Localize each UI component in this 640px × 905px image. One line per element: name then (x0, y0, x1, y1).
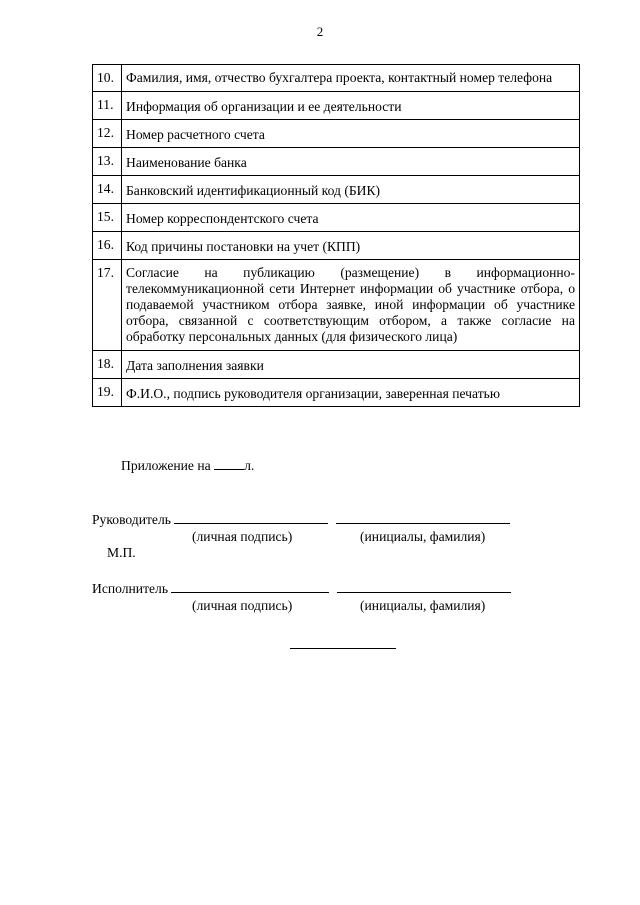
executor-signature-label: Исполнитель (92, 581, 169, 596)
appendix-pages-blank[interactable] (214, 457, 244, 470)
row-text: Номер корреспондентского счета (122, 204, 580, 232)
executor-name-line[interactable] (337, 580, 511, 593)
head-signature-label: Руководитель (92, 512, 171, 527)
appendix-suffix: л. (244, 458, 255, 473)
head-name-line[interactable] (336, 511, 510, 524)
executor-signature-line[interactable] (171, 580, 329, 593)
row-number: 13. (93, 148, 122, 176)
page-number: 2 (316, 24, 324, 39)
head-signature-row (92, 511, 510, 528)
end-divider (290, 648, 396, 649)
table-row (93, 92, 580, 120)
table-row (93, 232, 580, 260)
head-signature-line[interactable] (174, 511, 328, 524)
row-number: 19. (93, 379, 122, 407)
row-text: Банковский идентификационный код (БИК) (122, 176, 580, 204)
row-text: Ф.И.О., подпись руководителя организации, заверенная печатью (122, 379, 580, 407)
row-number: 17. (93, 260, 122, 351)
row-number: 16. (93, 232, 122, 260)
row-text: Информация об организации и ее деятельности (122, 92, 580, 120)
head-signature-caption: (личная подпись) (192, 529, 293, 544)
stamp-place: М.П. (107, 545, 136, 560)
table-row (93, 204, 580, 232)
row-number: 10. (93, 65, 122, 92)
row-text: Фамилия, имя, отчество бухгалтера проекта, контактный номер телефона (122, 65, 580, 92)
table-row (93, 351, 580, 379)
appendix-prefix: Приложение на (121, 458, 215, 473)
row-number: 11. (93, 92, 122, 120)
requirements-table (92, 64, 580, 407)
row-number: 15. (93, 204, 122, 232)
head-name-caption: (инициалы, фамилия) (360, 529, 486, 544)
executor-name-caption: (инициалы, фамилия) (360, 598, 486, 613)
table-row (93, 65, 580, 92)
executor-signature-caption: (личная подпись) (192, 598, 293, 613)
executor-signature-row (92, 580, 511, 597)
row-text: Согласие на публикацию (размещение) в информационно-телекоммуникационной сети Интернет информации об участнике отбора, о подаваемой участником отбора заявке, иной информации об участнике отбора, связанной с соответствующим отбором, а также согласие на обработку персональных данных (для физического лица) (122, 260, 580, 351)
table-row (93, 120, 580, 148)
row-number: 18. (93, 351, 122, 379)
row-number: 12. (93, 120, 122, 148)
row-text: Наименование банка (122, 148, 580, 176)
row-text: Дата заполнения заявки (122, 351, 580, 379)
table-row (93, 148, 580, 176)
row-text: Номер расчетного счета (122, 120, 580, 148)
table-row (93, 379, 580, 407)
table-row (93, 260, 580, 351)
row-number: 14. (93, 176, 122, 204)
appendix-note (121, 457, 254, 474)
table-row (93, 176, 580, 204)
row-text: Код причины постановки на учет (КПП) (122, 232, 580, 260)
